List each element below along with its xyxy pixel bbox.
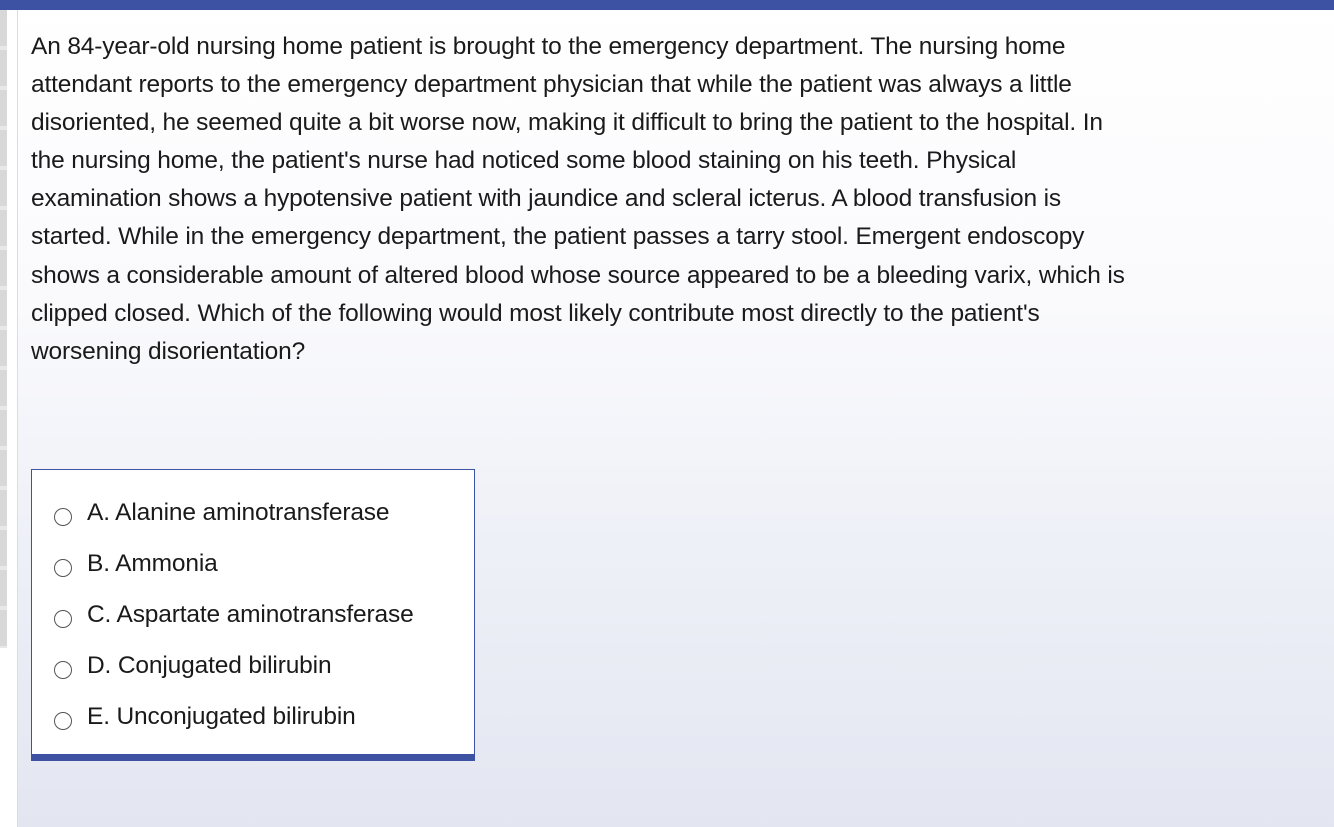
answer-choice-d[interactable] — [54, 646, 331, 686]
answer-choice-label: C. Aspartate aminotransferase — [87, 601, 414, 628]
answer-choice-b[interactable] — [54, 544, 218, 584]
top-accent-bar — [0, 0, 1334, 10]
radio-button-icon[interactable] — [54, 559, 72, 577]
answer-choice-label: B. Ammonia — [87, 550, 218, 577]
answer-choices — [31, 469, 475, 761]
answer-choice-label: E. Unconjugated bilirubin — [87, 703, 356, 730]
radio-button-icon[interactable] — [54, 508, 72, 526]
answer-choice-e[interactable] — [54, 697, 356, 737]
answer-choice-label: A. Alanine aminotransferase — [87, 499, 390, 526]
answer-choice-a[interactable] — [54, 493, 389, 533]
left-scroll-strip[interactable] — [0, 10, 7, 648]
radio-button-icon[interactable] — [54, 661, 72, 679]
answer-choice-label: D. Conjugated bilirubin — [87, 652, 332, 679]
radio-button-icon[interactable] — [54, 610, 72, 628]
radio-button-icon[interactable] — [54, 712, 72, 730]
question-stem: An 84-year-old nursing home patient is brought to the emergency department. The nursing home attendant reports to the emergency department physician that while the patient was always a little disoriented, he seemed quite a bit worse now, making it difficult to bring the patient to the hospital. In the nursing home, the patient's nurse had noticed some blood staining on his teeth. Physical examination shows a hypotensive patient with jaundice and scleral icterus. A blood transfusion is started. While in the emergency department, the patient passes a tarry stool. Emergent endoscopy shows a considerable amount of altered blood whose source appeared to be a bleeding varix, which is clipped closed. Which of the following would most likely contribute most directly to the patient's worsening disorientation? — [31, 33, 1125, 365]
left-rail-divider — [17, 10, 18, 827]
answer-choice-c[interactable] — [54, 595, 414, 635]
